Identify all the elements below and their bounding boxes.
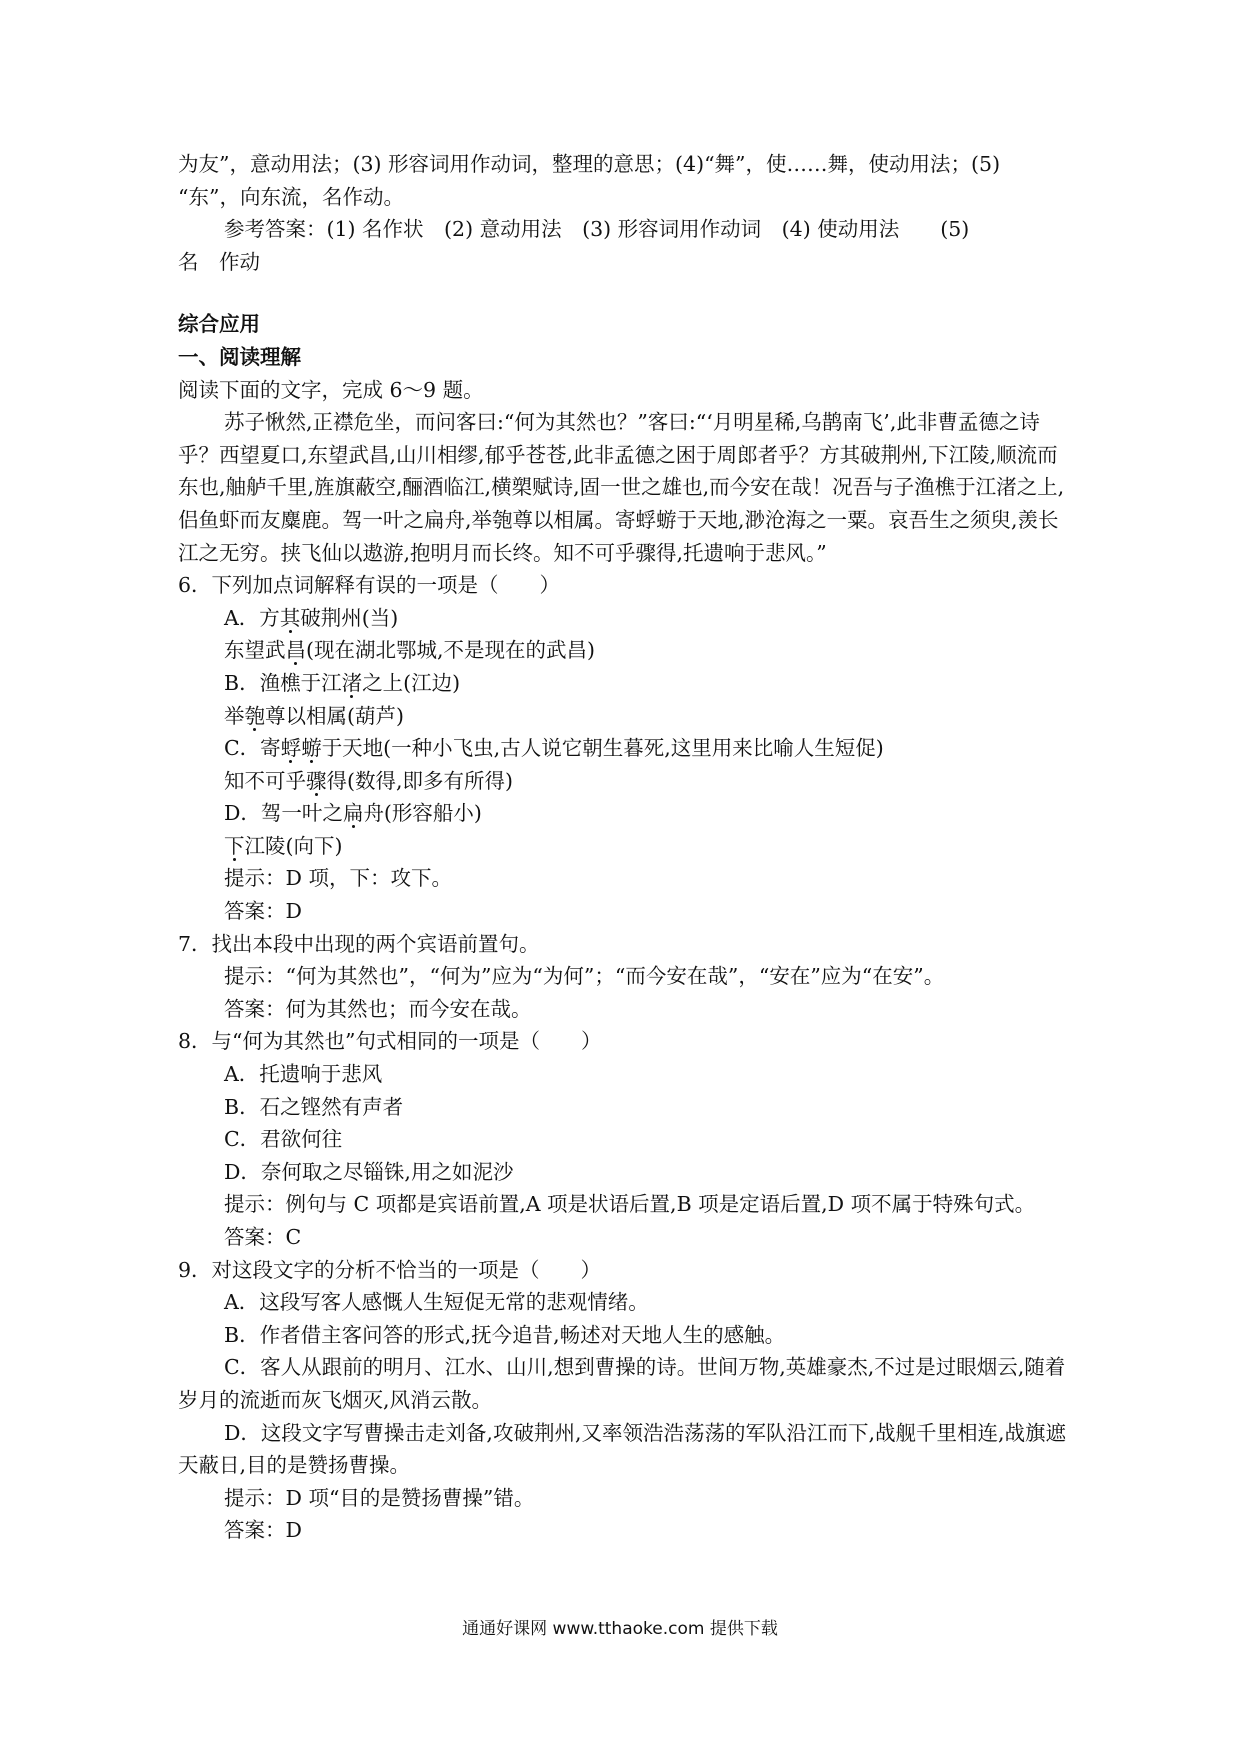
instruction: 阅读下面的文字，完成 6～9 题。 (178, 377, 484, 402)
option-6a-1: A．方其破荆州(当) (224, 605, 399, 630)
option-9c: C．客人从跟前的明月、江水、山川,想到曹操的诗。世间万物,英雄豪杰,不过是过眼烟云,随着岁月的流逝而灰飞烟灭,风消云散。 (178, 1355, 1066, 1412)
option-6a-2: 东望武昌(现在湖北鄂城,不是现在的武昌) (224, 638, 596, 663)
option-8d: D．奈何取之尽锱铢,用之如泥沙 (224, 1159, 514, 1184)
option-9d: D．这段文字写曹操击走刘备,攻破荆州,又率领浩浩荡荡的军队沿江而下,战舰千里相连,战旗遮天蔽日,目的是赞扬曹操。 (178, 1420, 1066, 1478)
answer-7: 答案：何为其然也；而今安在哉。 (224, 996, 532, 1021)
question-8: 8．与“何为其然也”句式相同的一项是（ ） (178, 1029, 602, 1054)
option-6d-1: D．驾一叶之扁舟(形容船小) (224, 801, 482, 826)
option-6b-1: B．渔樵于江渚之上(江边) (224, 670, 461, 695)
page-footer: 通通好课网 www.tthaoke.com 提供下载 (462, 1619, 778, 1639)
text-line: 为友”，意动用法；(3) 形容词用作动词，整理的意思；(4)“舞”，使……舞，使动用法；(5) (178, 152, 1001, 176)
section-heading: 综合应用 (178, 312, 260, 337)
document-body (178, 148, 1074, 1547)
option-6d-2: 下江陵(向下) (224, 833, 343, 858)
option-6b-2: 举匏尊以相属(葫芦) (224, 703, 404, 728)
hint-7: 提示：“何为其然也”，“何为”应为“为何”；“而今安在哉”，“安在”应为“在安”。 (224, 964, 945, 989)
passage: 苏子愀然,正襟危坐，而问客曰:“何为其然也？”客曰:“‘月明星稀,乌鹊南飞’,此非曹孟德之诗乎？西望夏口,东望武昌,山川相缪,郁乎苍苍,此非孟德之困于周郎者乎？方其破荆州,下江陵,顺流而东也,舳舻千里,旌旗蔽空,酾酒临江,横槊赋诗,固一世之雄也,而今安在哉！况吾与子渔樵于江渚之上,侣鱼虾而友麋鹿。驾一叶之扁舟,举匏尊以相属。寄蜉蝣于天地,渺沧海之一粟。哀吾生之须臾,羡长江之无穷。挟飞仙以遨游,抱明月而长终。知不可乎骤得,托遗响于悲风。” (178, 410, 1065, 565)
hint-8: 提示：例句与 C 项都是宾语前置,A 项是状语后置,B 项是定语后置,D 项不属于特殊句式。 (224, 1192, 1036, 1217)
option-6c-1: C．寄蜉蝣于天地(一种小飞虫,古人说它朝生暮死,这里用来比喻人生短促) (224, 736, 884, 761)
question-6: 6．下列加点词解释有误的一项是（ ） (178, 573, 561, 598)
text-line: “东”，向东流，名作动。 (178, 184, 404, 209)
question-9: 9．对这段文字的分析不恰当的一项是（ ） (178, 1257, 602, 1282)
question-7: 7．找出本段中出现的两个宾语前置句。 (178, 931, 540, 956)
text-line: 名 作动 (178, 249, 260, 274)
option-8a: A．托遗响于悲风 (224, 1062, 383, 1087)
option-8c: C．君欲何往 (224, 1127, 343, 1152)
answer-9: 答案：D (224, 1518, 302, 1543)
option-9a: A．这段写客人感慨人生短促无常的悲观情绪。 (224, 1290, 649, 1315)
answer-8: 答案：C (224, 1225, 302, 1249)
option-9b: B．作者借主客问答的形式,抚今追昔,畅述对天地人生的感触。 (224, 1322, 786, 1347)
reference-answer: 参考答案：(1) 名作状 (2) 意动用法 (3) 形容词用作动词 (4) 使动用法 (5) (224, 217, 970, 242)
option-6c-2: 知不可乎骤得(数得,即多有所得) (224, 768, 514, 793)
hint-9: 提示：D 项“目的是赞扬曹操”错。 (224, 1485, 535, 1510)
option-8b: B．石之铿然有声者 (224, 1094, 404, 1119)
answer-6: 答案：D (224, 899, 302, 924)
subsection-heading: 一、阅读理解 (178, 344, 301, 369)
hint-6: 提示：D 项，下：攻下。 (224, 866, 452, 891)
